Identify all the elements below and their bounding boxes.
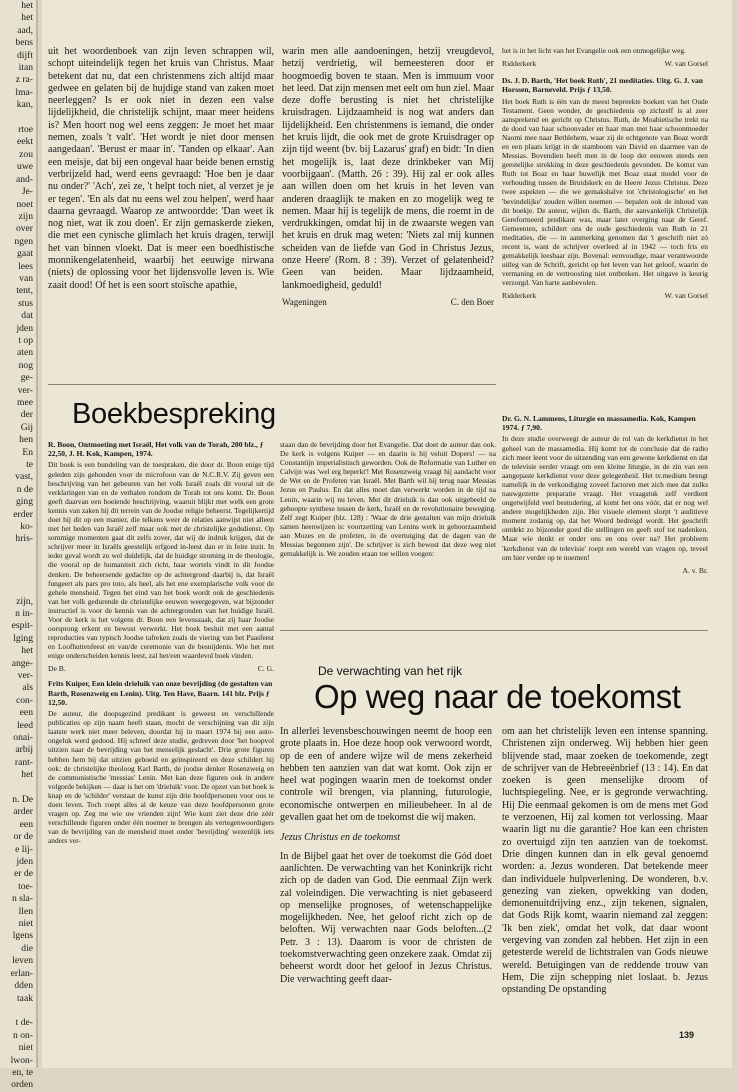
margin-fragment: lwon- (10, 1054, 33, 1066)
margin-fragment: gaat (17, 248, 33, 260)
margin-fragment: toe- (18, 880, 33, 892)
margin-fragment: niet (18, 1042, 33, 1054)
margin-fragment: lging (13, 632, 33, 644)
margin-fragment: te (26, 459, 33, 471)
article-kicker: De verwachting van het rijk (318, 664, 463, 678)
margin-fragment: Je- (21, 186, 33, 198)
margin-fragment: dijft (17, 49, 33, 61)
review-ruth (502, 46, 708, 356)
margin-fragment: dat (21, 310, 33, 322)
margin-fragment: lgens (12, 930, 33, 942)
boon-signature (48, 664, 274, 673)
margin-fragment: orden (11, 1079, 33, 1091)
ruth-review-text: Het boek Ruth is één van de meest bepreekte boeken van het Oude Testament. Geen wonder, de geschiedenis op zichzelf is al zeer aansprekend en gericht op Christus. Ruth, de Moabietische trekt na de dood van haar schoonvader en haar man met haar schoonmoeder Naomi mee naar Bethlehem, waar zij de echtgenote van Boaz wordt en een plaats krijgt in de stamboom van David en daarmee van de Messias. Bovendien heeft men in de loop der eeuwen steeds een geestelijke strekking in deze geschiedenis gevonden. De komst van Ruth tot Boaz en haar huwelijk met Boaz staat model voor de verhouding tussen de Bruidskerk en de Heere Jezus Christus. Deze twee aspekten — die we gemakshalve tot 'christologische' en het 'bevindelijke' zouden willen noemen — bepalen ook de inhoud van dit boekje. De auteur, wijlen ds. Barth, die aanvankelijk Christelijk Gereformeerd predikant was, maar later overging naar de Geref. Gemeenten, schildert ons de oude geschiedenis van Ruth in 21 meditaties, die — in aanmerking genomen dat 't geschrift niet zó recent is, want de schrijver overleed al in 1942 — toch fris en gemakkelijk leesbaar zijn. Bovenal: eenvoudige, maar verantwoorde uitleg van de Schrift, gericht op het leven van het geloof, waarin de vermaning en de vertroosting niet ontbreken. Het uitgave is keurig verzorgd. Van harte aanbevolen. (502, 96, 708, 288)
margin-fragment: arder (13, 806, 33, 818)
lammens-author: A. v. Br. (682, 565, 708, 575)
margin-fragment: aad, (17, 24, 33, 36)
margin-fragment: lees (18, 260, 33, 272)
margin-fragment: n in- (15, 607, 33, 619)
page-number: 139 (678, 1030, 694, 1040)
meditation-text-2: warin men alle aandoeningen, hetzij vreugdevol, hetzij verdrietig, wil bemeesteren door er hoogmoedig boven te staan. Men is immuum voor het leed. Dat zijn mensen met eelt om hun ziel. Maar deze doffe berusting is niet het christelijke kruisdragen. Lijdzaamheid is nog wat anders dan lijdelijkheid. Een christenmens is iemand, die onder het kruis lijdt, die ook met de grote Kruisdrager op zijn tijd weent (bv. bij Lazarus' graf) en bidt: 'In dien het mogelijk is, laat deze drinkbeker van Mij voorbijgaan'. (Matth. 26 : 39). Hij zal er ook alles aan willen doen om het kruis in het leven van anderen draaglijk te maken en zo mogelijk weg te nemen. Maar hij is tegelijk de mens, die roemt in de verdrukkingen, omdat hij in de zwaarste wegen van het kruis en druk mag weten: 'Niets zal mij kunnen scheiden van de liefde van God in Christus Jezus, onze Heere' (Rom. 8 : 39). Verzet of gelatenheid? Geen van beiden. Maar lijdzaamheid, lankmoedigheid, geduld! (282, 46, 494, 291)
margin-fragment: nog (18, 359, 33, 371)
margin-fragment: zijn (18, 210, 33, 222)
margin-fragment: leven (12, 955, 33, 967)
margin-fragment: t op (18, 334, 33, 346)
boon-sig-left: De B. (48, 664, 66, 674)
margin-fragment (0, 1005, 36, 1017)
margin-fragment: ko- (20, 521, 33, 533)
margin-fragment: der (20, 409, 33, 421)
margin-fragment: jden (16, 856, 33, 868)
lammens-review-text: In deze studie overweegt de auteur de rol van de kerkdienst in het geheel van de massamedia. Hij komt tot de conclusie dat de radio zich meer leent voor de uitzending van een gewone kerkdienst en dat de televisie eerder vraagt om een kleine liturgie, in de zin van een aangepaste kerkdienst voor deze gelegenheid. Het tv.medium brengt namelijk in de verkondiging zoveel factoren met zich mee dat zulks nauwgezette preparatie vraagt. Het vraagstuk zelf verdient ongetwijfeld veel bestudering, al komt het ons vóór, dat er nog wel andere mogelijkheden zijn. Het visuele element slorpt 't auditieve moment zodanig op, dat het Woord bedreigd wordt. Het geschrift ontdekt zo bijzonder goed die stellingen en geeft stof tot nadenken. Maar wie denkt er onder ons en ons over na? Het probleem 'kerkdienst van de televisie' roept een wereld van vragen op, teveel om hier verder op te noemen! (502, 434, 708, 562)
margin-fragment: llen (18, 905, 33, 917)
margin-fragment (0, 546, 36, 558)
margin-fragment: hen (19, 434, 33, 446)
margin-fragment: onai- (13, 731, 33, 743)
margin-fragment: taak (17, 992, 33, 1004)
margin-fragment: n on- (13, 1029, 33, 1041)
margin-fragment: jden (16, 322, 33, 334)
boon-book-title: R. Boon, Ontmoeting met Israël, Het volk van de Torah, 200 blz., ƒ 22,50, J. H. Kok, Kampen, 1974. (48, 440, 264, 459)
margin-fragment: mee (17, 397, 33, 408)
margin-fragment: ge- (20, 372, 33, 384)
article-para-2: In de Bijbel gaat het over de toekomst die Gód doet aanlichten. De verwachting van het Koninkrijk richt zich op de daden van God. Die eenmaal Zijn werk zal voleindigen. Die verwachting is niet gebaseerd op menselijke prognoses, of wetenschappelijke mogelijkheden. Nee, het geloof richt zich op de beloften. Wij verwachten naar Gods beloften...(2 Petr. 3 : 13). Daarom is voor de christen de toekomstverwachting geen onzekere zaak. Omdat zij beheerst wordt door het geloof in Jezus Christus. Die verwachting geeft daar- (280, 850, 492, 985)
margin-fragment: Gij (20, 421, 33, 433)
reviews-col-1 (48, 440, 274, 1040)
margin-fragment: als (22, 682, 33, 694)
margin-fragment: aten (17, 347, 33, 359)
margin-fragment: ngen (14, 235, 33, 247)
margin-fragment (0, 571, 36, 583)
margin-fragment: con- (15, 694, 33, 706)
article-subhead: Jezus Christus en de toekomst (280, 832, 400, 844)
margin-fragment: stus (18, 297, 33, 309)
margin-fragment: het (21, 645, 33, 657)
boon-sig-right: C. G. (257, 664, 274, 674)
margin-fragment: en, te (12, 1066, 33, 1078)
margin-fragment: ver- (17, 384, 33, 396)
meditation-col-1 (48, 46, 274, 346)
meditation-author: C. den Boer (450, 296, 494, 307)
margin-fragment: rant- (14, 756, 33, 768)
margin-fragment: espit- (11, 620, 33, 632)
ruth-signature (502, 291, 708, 300)
margin-fragment: ange- (11, 657, 33, 669)
margin-fragment: uwe (17, 161, 33, 173)
magazine-page (42, 0, 732, 1068)
margin-fragment: zijn, (16, 595, 33, 607)
margin-fragment: een (19, 818, 33, 830)
margin-fragment: bens (15, 37, 33, 49)
meditation-text-1: uit het woordenboek van zijn leven schrappen wil, schopt uiteindelijk tegen het kruis van Christus. Maar betekent dat nu, dat een christenmens zich altijd maar gedwee en gelaten bij de hujdige stand van zaken moet neerleggen? Is er ook niet in dezen een valse lijdelijkheid, die christelijk schijnt, maar meer heidens is? Men hoort nog wel eens zeggen: Je moet het maar nemen, zoals 't valt'. 'Het wordt je niet door mensen aangedaan'. 'Berust er maar in'. 'Tanden op elkaar'. Aan een meisje, dat bij een ongeval haar beide benen ernstig verbrijzeld had, werd eens gevraagd: 'Hoe ben je daar nu onder?' 'Ach', zei ze, 't helpt toch niet, al verzet je je er tegen'. 'En als dat nu eens wel zou helpen', werd haar daarna gevraagd. Waarop ze antwoordde: 'Dan weet ik nog niet, wat ik zou doen'. Er zijn gemaskerde zieken, die met een cynische glimlach het kruis dragen, terwijl het van binnen vloekt. Dat is meer een boedhistische monnikengelatenheid, waarbij het eeuwige nirwana (niets) de oplossing voor het lijdensvolle leven is. Wie zaait dood! Of het is een soort stoïsche apathie, (48, 46, 274, 291)
margin-fragment: het (21, 769, 33, 781)
meditation-col-2 (282, 46, 494, 352)
review-section-title: Boekbespreking (72, 398, 276, 430)
margin-fragment: t de- (15, 1017, 33, 1029)
margin-fragment: arbij (15, 744, 33, 756)
margin-fragment (0, 112, 36, 124)
margin-fragment: zou (19, 148, 33, 160)
margin-fragment: er de (14, 868, 33, 880)
margin-fragment: n sla- (11, 893, 33, 905)
margin-fragment: leed (17, 719, 33, 731)
meditation-place: Wageningen (282, 296, 327, 307)
ruth-author: W. van Gorsel (664, 291, 708, 301)
boon-review-text: Dit boek is een bundeling van de toespraken, die door dr. Boon enige tijd geleden zijn gehouden voor de microfoon van de N.C.R.V. Zij geven een beschrijving van het gebeuren van het volk Israël zoals dit vooral uit de verklaringen van en de verhalen rondom de Torah tot ons komt. Dr. Boon geeft daarvan een boeiende beschrijving, waaruit blijkt met welk een grote kennis van zaken hij dit terrein van de Joodse religie beheerst. Tegelijkertijd doet hij dit op een manier, die telkens weer de relaties aanwijst niet alleen met het heden van Israël zelf maar ook met de christelijke godsdienst. Op sommige momenten gaat dit zelfs zover, dat wij de indruk krijgen, dat de schrijver meer in Israëls geestelijk erfgoed in-leest dan er in feite inzit. In ieder geval wordt zo wel duidelijk, dat de huidige stroming in de theologie, die vooral op de humaniteit zich richt, haar wortels vindt in dit Joodse denken. De beheersende gedachte op de achtergrond daarbij is, dat Israël fungeert als pars pro toto, als heel, als het ene exemplarische volk voor de gehele mensheid. Tegen het eind van het boek wordt ook de geschiedenis van het volk gedurende de christelijke eeuwen weergegeven, wat bijzonder instructief is voor de kennis van de achtergronden van het huidige Israël. Voor de kerk is het volgens dr. Boon een levenszaak, dat zij haar Joodse oorsprong erkent en bewust verwerkt. Het boek besluit met een aantal reproducties van typisch Joodse tafreken zoals de viering van het Paasfeest en Loofhuttenfeest en van/de ceremonie van de besnijdenis. Wie het met enige onderscheiden kennis leest, zal het/een waardevol boek vinden. (48, 460, 274, 661)
margin-fragment: vast, (15, 471, 33, 483)
intro-signature (502, 59, 708, 68)
margin-fragment: rtoe (18, 124, 33, 136)
article-divider (280, 630, 708, 631)
margin-fragment: and- (15, 173, 33, 185)
margin-fragment: over (15, 223, 33, 235)
margin-fragment: hris- (15, 533, 33, 545)
margin-fragment: niet (18, 918, 33, 930)
margin-fragment: het (21, 12, 33, 24)
kuiper-book-title: Frits Kuiper, Een klein drieluik van onze bevrijding (de gestalten van Barth, Rosenzweig en Lenin). Uitg. Ten Have, Baarn. 141 blz. Prijs ƒ 12,50. (48, 679, 273, 707)
article-headline: Op weg naar de toekomst (314, 678, 681, 715)
margin-fragment: erder (13, 508, 33, 520)
margin-fragment: kan, (16, 99, 33, 111)
margin-fragment: itan (18, 62, 33, 74)
reviews-col-2 (280, 440, 496, 614)
margin-fragment: die (21, 942, 33, 954)
margin-fragment: n. De (12, 794, 33, 805)
margin-fragment: van (19, 272, 33, 284)
lammens-signature (502, 566, 708, 575)
margin-fragment: e lij- (15, 843, 33, 855)
margin-fragment: het (21, 0, 33, 11)
margin-fragment: een (19, 707, 33, 719)
margin-fragment: En (22, 446, 33, 458)
kuiper-review-continued: staan dan de bevrijding door het Evangelie. Dat doet de auteur dan ook. De kerk is volgens Kuiper — en daarin is hij veluit Dopers! — na Constantijn imperialistisch geworden. Ook de Reformatie van Luther en Calvijn was 'wel erg beperkt'! Met Rosenzweig vraagt hij aandacht voor de Wet en de Profeten van Israël. Met Barth wil hij terug naar Messias Jezus en Paulus. En dat alles moet dan verwerkt worden in de tijd na Lenin, waarin wij nu leven. Met dit drieluik is dan ook uitgebeeld de gehoopte synthese tussen de kerk, Israël en de revolutionaire beweging. Zelf zegt Kuiper (blz. 128) : 'Waar de drie gestalten van mijn drieluik samen heenwijzen is: voortzetting van Lenins werk in gehoorzaamheid aan Mozes en de profeten, in de overtuiging dat de dagen van de Messias begonnen zijn'. De schrijver is zich bewust dat deze weg niet gemakkelijk is. We zouden eraan toe willen voegen: (280, 440, 496, 559)
ruth-book-title: Ds. J. D. Barth, 'Het boek Ruth', 21 meditaties. Uitg. G. J. van Horssen, Barneveld. Prijs ƒ 13,50. (502, 76, 704, 95)
kuiper-review-text: De auteur, die doopsgezind predikant is geweest en verschillende publicaties op zijn naam heeft staan, mocht de verschijning van dit zijn laatste werk niet meer beleven, doordat hij in maart 1974 bij een auto-ongeluk werd gedood. Hij schreef deze studie, gedreven door 'het hoopvol uitzien naar de bevrijding van het menselijk geslacht'. Drie grote figuren hebben hem bij dat uitzien geboeid en geïnspireerd en deze schildert hij ook: de christelijke theoloog Karl Barth, de joodse denker Rosenzweig en de communistische 'messias' Lenin. Met kan deze figuren ook in andere volgorde bekijken — daar is het om 'drieluik' voor. De opzet van het boek is knap en de 'schilder' verstaat de kunst zijn drie hoofdpersonen voor ons te doen leven. Toch roept alles al de keuze van deze hoofdpersonen grote vragen op. Zeg me wie uw vrienden zijn! Wie kunt ziet deze drie zéér verschillende figuren onder één noemer te brengen als vertegenwoordigers van de bevrijding van de mensheid moet onder 'bevrijding' wezenlijk iets anders ver- (48, 709, 274, 846)
margin-fragment: ver- (17, 669, 33, 681)
article-para-3: om aan het christelijk leven een intense spanning. Christenen zijn onderweg. Wij hebben hier geen blijvende stad, maar zoeken de toekomende, zegt de schrijver van de Hebreeënbrief (13 : 14). En dat zoeken is geen menselijke droom of luchtspiegeling. Nee, er is gegronde verwachting. Hij Die eenmaal gekomen is om de mens met God te verzoenen, Hij zal komen tot verlossing. Maar waarin ligt nu die garantie? Hoe kan een christen zo overtuigd zijn ten aanzien van de toekomst. Drie dingen kunnen dan in elk geval genoemd worden: a. Jezus wonderen. Dat betekende meer dan individuele hulpverlening. De wonderen, b.v. genezing van zieken, opwekking van doden, demonenuitdrijving enz., zijn tekenen, signalen, dat Gods Rijk komt, waarin niemand zal zeggen: 'Ik ben ziek', omdat het volk, dat daar woont vergeving van zonden zal hebben. Het zijn in een getesterde wereld de lichtstralen van Gods nieuwe wereld. Betuigingen van de reddende trouw van Hem, Die zijn schepping niet loslaat. b. Jezus opstanding De opstanding (502, 726, 708, 996)
article-col-1 (280, 726, 492, 1046)
margin-fragment: lma- (15, 86, 33, 98)
margin-fragment: z ra- (15, 74, 33, 86)
margin-fragment: eekt (17, 136, 33, 148)
article-col-2 (502, 726, 708, 1038)
margin-fragment: n de (16, 483, 33, 495)
facing-page-margin (0, 0, 38, 1091)
article-para-1: In allerlei levensbeschouwingen neemt de hoop een grote plaats in. Hoe deze hoop ook verwoord wordt, op de een of andere wijze wil de mens zekerheid hebben ten aanzien van dat wat komt. Ook zijn er heel wat pogingen waarin men de toekomst onder controle wil brengen, via planning, futurologie, economische ontwerpen en milieubeheer. In al de gevallen gaat het om de toekomst die wij maken. (280, 726, 492, 824)
intro-place: Ridderkerk (502, 59, 537, 69)
ruth-place: Ridderkerk (502, 291, 537, 301)
margin-fragment (0, 782, 36, 794)
review-lammens (502, 414, 708, 664)
margin-fragment: ging (15, 496, 33, 508)
margin-fragment: or de (13, 831, 33, 843)
margin-fragment: noet (16, 198, 33, 210)
margin-fragment (0, 558, 36, 570)
section-divider (48, 384, 496, 385)
meditation-signature (282, 296, 494, 308)
margin-fragment: dden (14, 980, 33, 992)
margin-fragment: erlan- (10, 967, 33, 979)
intro-author: W. van Gorsel (664, 59, 708, 69)
margin-fragment (0, 583, 36, 595)
margin-fragment: tent, (16, 285, 33, 297)
intro-text: het is in het licht van het Evangelie ook een onmogelijke weg. (502, 46, 686, 55)
lammens-book-title: Dr. G. N. Lammens, Liturgie en massamedia. Kok, Kampen 1974. ƒ 7,90. (502, 414, 696, 433)
